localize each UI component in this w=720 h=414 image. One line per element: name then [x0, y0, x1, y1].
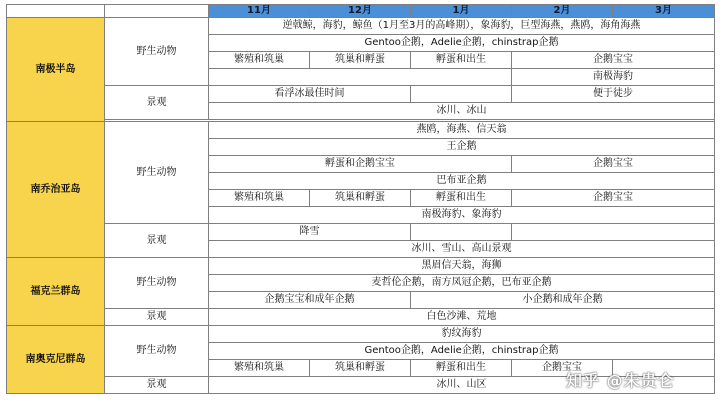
month-header-nov: 11月 — [209, 5, 310, 18]
table-cell: 繁殖和筑巢 — [209, 52, 310, 69]
table-cell: 冰川、雪山、高山景观 — [209, 241, 715, 258]
month-header-mar: 3月 — [613, 5, 715, 18]
table-cell: 白色沙滩、荒地 — [209, 309, 715, 326]
table-row — [7, 326, 715, 343]
table-cell: 麦哲伦企鹅，南方凤冠企鹅，巴布亚企鹅 — [209, 275, 715, 292]
table-cell: 孵蛋和出生 — [411, 52, 512, 69]
table-cell: Gentoo企鹅，Adelie企鹅，chinstrap企鹅 — [209, 343, 715, 360]
table-cell: 筑巢和孵蛋 — [310, 52, 411, 69]
table-cell: 王企鹅 — [209, 139, 715, 156]
table-cell: 企鹅宝宝 — [512, 360, 613, 377]
table-cell: 企鹅宝宝和成年企鹅 — [209, 292, 411, 309]
category-scenery: 景观 — [105, 377, 209, 394]
table-cell: 孵蛋和企鹅宝宝 — [209, 156, 512, 173]
table-cell: 繁殖和筑巢 — [209, 360, 310, 377]
month-header-dec: 12月 — [310, 5, 411, 18]
table-cell: 巴布亚企鹅 — [209, 173, 715, 190]
table-cell-empty — [411, 86, 512, 103]
region-falklands: 福克兰群岛 — [7, 258, 105, 326]
region-antarctic-peninsula: 南极半岛 — [7, 18, 105, 122]
month-header-jan: 1月 — [411, 5, 512, 18]
table-row — [7, 309, 715, 326]
penguin-season-table-container — [6, 4, 714, 410]
table-cell: Gentoo企鹅，Adelie企鹅，chinstrap企鹅 — [209, 35, 715, 52]
table-row — [7, 224, 715, 241]
table-cell: 豹纹海豹 — [209, 326, 715, 343]
table-cell: 逆戟鲸，海豹，鲸鱼（1月至3月的高峰期），象海豹，巨型海燕，燕鸥，海角海燕 — [209, 18, 715, 35]
watermark: 知乎 @朱贵仑 — [566, 371, 675, 390]
table-cell: 企鹅宝宝 — [512, 190, 715, 207]
table-cell: 筑巢和孵蛋 — [310, 360, 411, 377]
table-cell: 看浮冰最佳时间 — [209, 86, 411, 103]
table-cell: 筑巢和孵蛋 — [310, 190, 411, 207]
header-row — [7, 5, 715, 18]
table-cell: 企鹅宝宝 — [512, 156, 715, 173]
region-south-orkney: 南奥克尼群岛 — [7, 326, 105, 394]
month-header-feb: 2月 — [512, 5, 613, 18]
category-wildlife: 野生动物 — [105, 18, 209, 86]
table-cell: 冰川、冰山 — [209, 103, 715, 120]
table-cell: 降雪 — [209, 224, 411, 241]
category-scenery: 景观 — [105, 309, 209, 326]
category-wildlife: 野生动物 — [105, 122, 209, 224]
table-cell: 孵蛋和出生 — [411, 190, 512, 207]
table-row — [7, 258, 715, 275]
table-cell: 燕鸥，海燕、信天翁 — [209, 122, 715, 139]
table-cell: 孵蛋和出生 — [411, 360, 512, 377]
table-cell: 繁殖和筑巢 — [209, 190, 310, 207]
table-cell: 南极海豹、象海豹 — [209, 207, 715, 224]
table-cell: 便于徒步 — [512, 86, 715, 103]
table-cell: 冰川、山区 — [209, 377, 715, 394]
table-cell-empty — [411, 224, 512, 241]
category-scenery: 景观 — [105, 86, 209, 120]
table-row — [7, 18, 715, 35]
header-corner-region — [7, 5, 105, 18]
table-cell-empty — [512, 224, 715, 241]
category-wildlife: 野生动物 — [105, 326, 209, 377]
table-cell: 企鹅宝宝 — [512, 52, 715, 69]
table-cell: 南极海豹 — [512, 69, 715, 86]
region-south-georgia: 南乔治亚岛 — [7, 122, 105, 258]
category-scenery: 景观 — [105, 224, 209, 258]
header-corner-category — [105, 5, 209, 18]
table-cell: 黑眉信天翁，海狮 — [209, 258, 715, 275]
table-cell: 小企鹅和成年企鹅 — [411, 292, 715, 309]
table-row — [7, 86, 715, 103]
category-wildlife: 野生动物 — [105, 258, 209, 309]
table-row — [7, 122, 715, 139]
table-cell-empty — [209, 69, 512, 86]
antarctica-season-table — [6, 4, 715, 394]
